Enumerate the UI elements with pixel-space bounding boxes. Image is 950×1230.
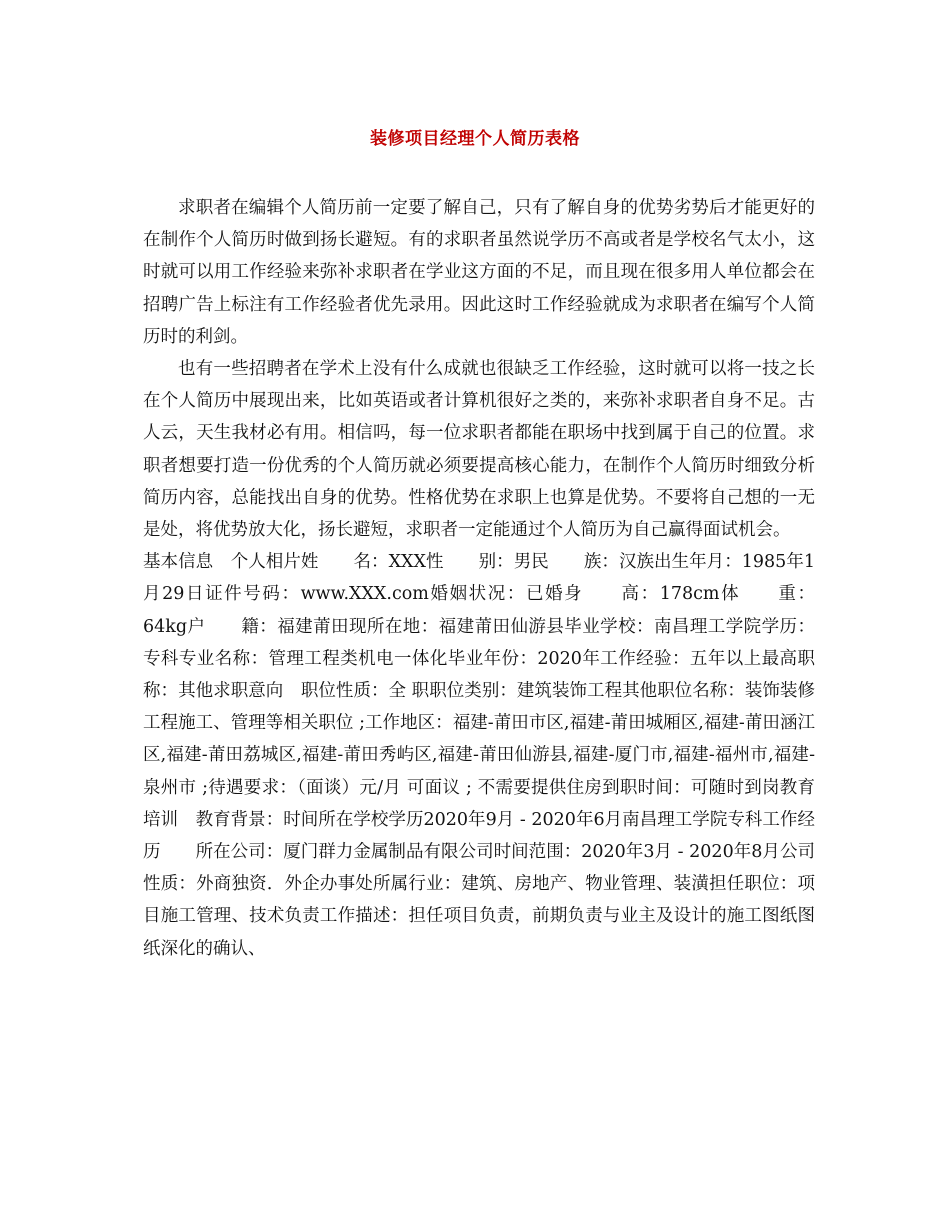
document-body [143,192,815,965]
intro-paragraph-1: 求职者在编辑个人简历前一定要了解自己，只有了解自身的优势劣势后才能更好的在制作个人简历时做到扬长避短。有的求职者虽然说学历不高或者是学校名气太小，这时就可以用工作经验来弥补求职者在学业这方面的不足，而且现在很多用人单位都会在招聘广告上标注有工作经验者优先录用。因此这时工作经验就成为求职者在编写个人简历时的利剑。 [143,198,815,347]
resume-details-text: 基本信息 个人相片姓 名：XXX性 别：男民 族：汉族出生年月：1985年1月29日证件号码：www.XXX.com婚姻状况：已婚身 高：178cm体 重：64kg户 籍：福建莆田现所在地：福建莆田仙游县毕业学校：南昌理工学院学历：专科专业名称：管理工程类机电一体化毕业年份：2020年工作经验：五年以上最高职称：其他求职意向 职位性质：全 职职位类别：建筑装饰工程其他职位名称：装饰装修工程施工、管理等相关职位 ;工作地区：福建-莆田市区,福建-莆田城厢区,福建-莆田涵江区,福建-莆田荔城区,福建-莆田秀屿区,福建-莆田仙游县,福建-厦门市,福建-福州市,福建-泉州市 ;待遇要求：（面谈）元/月 可面议 ; 不需要提供住房到职时间：可随时到岗教育培训 教育背景：时间所在学校学历2020年9月 - 2020年6月南昌理工学院专科工作经历 所在公司：厦门群力金属制品有限公司时间范围：2020年3月 - 2020年8月公司性质：外商独资．外企办事处所属行业：建筑、房地产、物业管理、装潢担任职位：项目施工管理、技术负责工作描述：担任项目负责，前期负责与业主及设计的施工图纸图纸深化的确认、 [143,552,815,959]
intro-paragraph-2: 也有一些招聘者在学术上没有什么成就也很缺乏工作经验，这时就可以将一技之长在个人简历中展现出来，比如英语或者计算机很好之类的，来弥补求职者自身不足。古人云，天生我材必有用。相信吗，每一位求职者都能在职场中找到属于自己的位置。求职者想要打造一份优秀的个人简历就必须要提高核心能力，在制作个人简历时细致分析简历内容，总能找出自身的优势。性格优势在求职上也算是优势。不要将自己想的一无是处，将优势放大化，扬长避短，求职者一定能通过个人简历为自己赢得面试机会。 [143,359,815,541]
document-title: 装修项目经理个人简历表格 [370,129,580,149]
